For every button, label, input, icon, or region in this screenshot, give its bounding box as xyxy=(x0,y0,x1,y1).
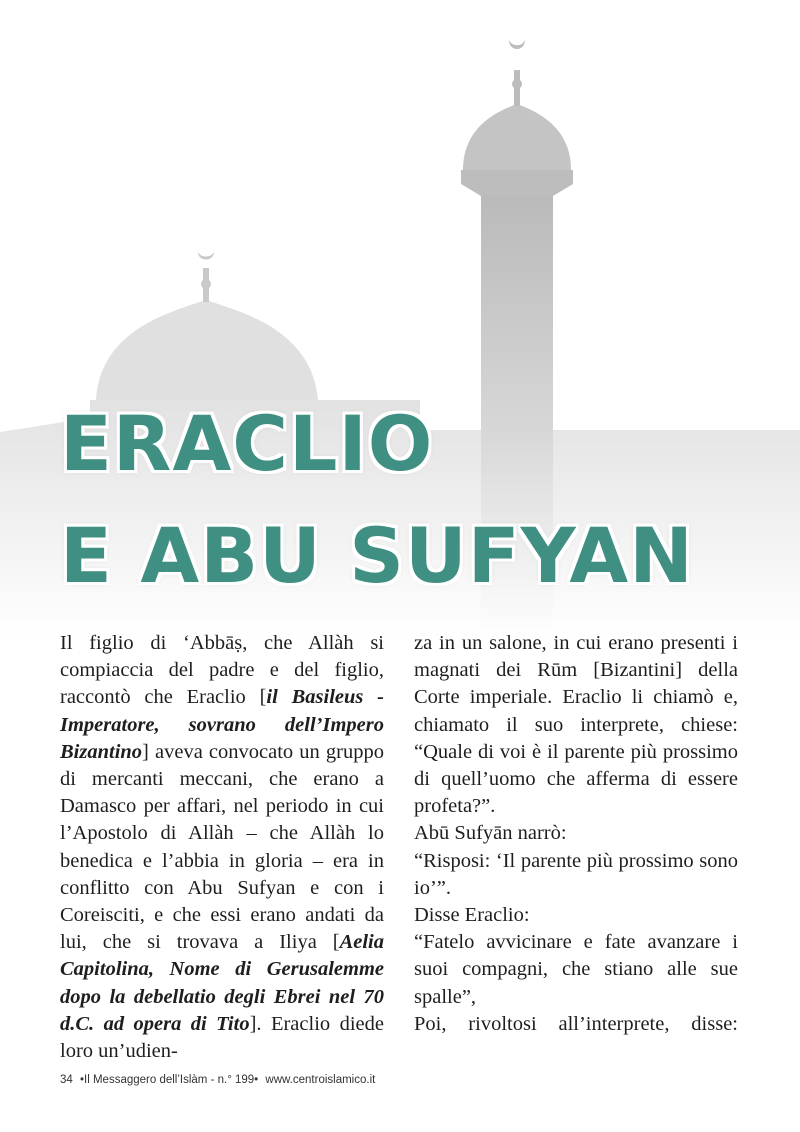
right-column xyxy=(414,630,738,1038)
left-column xyxy=(60,630,384,1065)
gloss-basileus: il Basileus - Imperatore, sovrano dell’Impero Bizantino xyxy=(60,686,384,763)
right-paragraph-5: “Fatelo avvicinare e fate avanzare i suoi compagni, che stiano alle sue spalle”, xyxy=(414,931,738,1008)
right-paragraph-2: Abū Sufyān narrò: xyxy=(414,822,567,845)
magazine-name: •Il Messaggero dell’Islàm - n.° 199• xyxy=(80,1074,259,1086)
text-run: Il figlio di ‘Abbāṣ, che Allàh si compiaccia del padre e del figlio, raccontò che Eraclio [ xyxy=(60,632,384,709)
right-paragraph-1: za in un salone, in cui erano presenti i magnati dei Rūm [Bizantini] della Corte imperiale. Eraclio li chiamò e, chiamato il suo interprete, chiese: “Quale di voi è il parente più prossimo di quell’uomo che afferma di essere profeta?”. xyxy=(414,632,738,818)
gloss-aelia-capitolina: Aelia Capitolina, Nome di Gerusalemme dopo la debellatio degli Ebrei nel 70 d.C. ad opera di Tito xyxy=(60,931,384,1035)
page-footer xyxy=(60,1074,379,1086)
right-paragraph-4: Disse Eraclio: xyxy=(414,904,530,927)
page-number: 34 xyxy=(60,1074,73,1086)
title-line-2: E ABU SUFYAN xyxy=(60,511,694,600)
text-run: ]. Eraclio diede loro un’udien- xyxy=(60,1012,384,1063)
title-line-1: ERACLIO xyxy=(60,399,434,488)
website-link[interactable]: www.centroislamico.it xyxy=(265,1074,376,1086)
right-paragraph-6: Poi, rivoltosi all’interprete, disse: xyxy=(414,1012,738,1035)
right-paragraph-3: “Risposi: ‘Il parente più prossimo sono io’”. xyxy=(414,849,738,899)
text-run: ] aveva convocato un gruppo di mercanti meccani, che erano a Damasco per affari, nel periodo in cui l’Apostolo di Allàh – che Allàh lo benedica e l’abbia in gloria – era in conflitto con Abu Sufyan e con i Coreisciti, e che essi erano andati da lui, che si trovava a Iliya [ xyxy=(60,740,384,954)
article-title xyxy=(60,388,694,612)
left-paragraph xyxy=(60,630,384,1065)
